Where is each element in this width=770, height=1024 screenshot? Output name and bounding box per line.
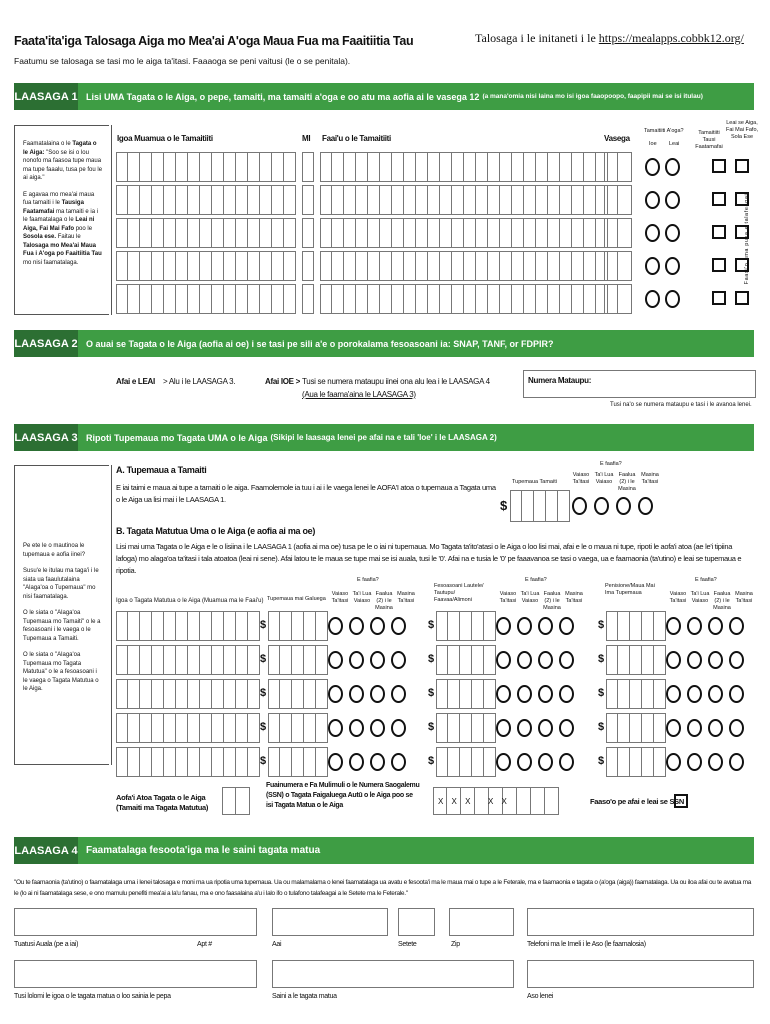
foster-checkbox[interactable]	[712, 291, 726, 305]
col-grade: Vasega	[604, 134, 630, 143]
ssn-x-mask2: X X	[488, 797, 507, 806]
step4-tag: LAASAGA 4	[14, 837, 78, 864]
apt-label: Apt #	[197, 941, 212, 948]
adult-income-dollar: $	[598, 619, 605, 631]
adult-income-dollar: $	[428, 619, 435, 631]
adult-freq-radio[interactable]	[496, 753, 511, 771]
step2-bar	[14, 330, 754, 357]
mi-input[interactable]	[302, 251, 314, 281]
adult-freq-radio[interactable]	[666, 753, 681, 771]
col-mi: MI	[302, 134, 311, 143]
step1-title: Lisi UMA Tagata o le Aiga, o pepe, tamaiti, ma tamaiti a'oga e oo atu ma aofia ai le vasega 12	[86, 91, 480, 102]
adult-freq-radio[interactable]	[517, 719, 532, 737]
col-student: Tamaitiiti A'oga?	[644, 128, 684, 134]
section-a-text: E iai taimi e maua ai tupe a tamaiti o le aiga. Faamolemole ia tuu i ai i le vaega lenei le AOFA'I atoa o tupemaua a Tagata uma o le Aiga ua lisi mai i le LAASAGA 1.	[116, 483, 496, 504]
first-name-input[interactable]	[116, 251, 296, 281]
adult-freq-radio[interactable]	[729, 617, 744, 635]
adult-freq-radio[interactable]	[328, 651, 343, 669]
step2-yes-action2: (Aua le faama'aina le LAASAGA 3)	[302, 390, 416, 399]
step2-title: O auai se Tagata o le Aiga (aofia ai oe) i se tasi pe sili a'e o porokalama fesoasoani ia: SNAP, TANF, or FDPIR?	[86, 338, 554, 349]
col-adult-name: Igoa o Tagata Matutua o le Aiga (Muamua ma le Faai'u)	[116, 598, 264, 604]
adult-freq-radio[interactable]	[349, 617, 364, 635]
adult-freq-radio[interactable]	[328, 753, 343, 771]
phone-email-field[interactable]	[527, 908, 754, 936]
step2-no-label: Afai e LEAI	[116, 377, 155, 386]
adult-freq-header: E faafia?	[525, 577, 547, 583]
adult-freq-label: Ta'i Lua Vaiaso	[352, 591, 372, 604]
adult-freq-radio[interactable]	[729, 753, 744, 771]
adult-freq-radio[interactable]	[517, 685, 532, 703]
col-homeless: Leai se Aiga, Fai Mai Fafo, Sola Ese	[725, 120, 759, 140]
grade-input[interactable]	[604, 185, 632, 215]
adult-income-input[interactable]	[606, 645, 666, 675]
col-last-name: Faai'u o le Tamaitiiti	[322, 134, 391, 143]
adult-income-input[interactable]	[268, 747, 328, 777]
adult-freq-radio[interactable]	[517, 617, 532, 635]
adult-income-dollar: $	[428, 653, 435, 665]
adult-freq-radio[interactable]	[496, 651, 511, 669]
adult-freq-radio[interactable]	[559, 617, 574, 635]
grade-input[interactable]	[604, 284, 632, 314]
adult-freq-radio[interactable]	[708, 685, 723, 703]
adult-freq-radio[interactable]	[559, 753, 574, 771]
adult-income-dollar: $	[260, 619, 267, 631]
signature-label: Saini a le tagata matua	[272, 993, 337, 1000]
grade-input[interactable]	[604, 251, 632, 281]
address-label: Tuatusi Auala (pe a iai)	[14, 941, 79, 948]
side-question: Pe ete le o mautinoa le tupemaua e aofia iinei?	[23, 543, 86, 558]
adult-income-input[interactable]	[436, 645, 496, 675]
date-label: Aso lenei	[527, 993, 554, 1000]
adult-freq-radio[interactable]	[517, 651, 532, 669]
phone-email-label: Telefoni ma le Imeli i le Aso (le faamalosia)	[527, 941, 646, 948]
adult-freq-radio[interactable]	[708, 617, 723, 635]
child-freq-radio[interactable]	[572, 497, 587, 515]
adult-name-input[interactable]	[116, 679, 260, 709]
adult-name-input[interactable]	[116, 645, 260, 675]
section-b-title: B. Tagata Matutua Uma o le Aiga (e aofia ai ma oe)	[116, 526, 316, 536]
child-freq-header: E faafia?	[600, 461, 622, 467]
student-no-radio[interactable]	[665, 290, 680, 308]
date-field[interactable]	[527, 960, 754, 988]
adult-income-input[interactable]	[606, 679, 666, 709]
adult-freq-header: E faafia?	[357, 577, 379, 583]
adult-freq-radio[interactable]	[687, 685, 702, 703]
adult-income-dollar: $	[260, 653, 267, 665]
child-freq-label: Ta'i Lua Vaiaso	[594, 472, 614, 485]
adult-freq-radio[interactable]	[496, 685, 511, 703]
step3-title-note: (Sikipi le laasaga lenei pe afai na e tali 'Ioe' i le LAASAGA 2)	[270, 433, 497, 442]
adult-freq-radio[interactable]	[328, 719, 343, 737]
adult-income-input[interactable]	[268, 645, 328, 675]
child-freq-label: Masina Ta'itasi	[641, 472, 659, 485]
adult-freq-radio[interactable]	[349, 719, 364, 737]
col-no: Leai	[669, 141, 680, 147]
foster-checkbox[interactable]	[712, 159, 726, 173]
adult-freq-label: Faalua (2) i le Masina	[713, 591, 731, 611]
adult-income-input[interactable]	[436, 679, 496, 709]
adult-income-dollar: $	[598, 653, 605, 665]
adult-freq-radio[interactable]	[349, 753, 364, 771]
no-ssn-label: Faaso'o pe afai e leai se SSN	[590, 797, 684, 806]
foster-checkbox[interactable]	[712, 192, 726, 206]
step2-tag: LAASAGA 2	[14, 330, 78, 357]
adult-income-input[interactable]	[606, 747, 666, 777]
adult-freq-radio[interactable]	[349, 685, 364, 703]
online-apply	[475, 31, 744, 46]
side-arrow-3	[96, 465, 112, 765]
section-b-text: Lisi mai uma Tagata o le Aiga e le o lisiina i le LAASAGA 1 (aofia ai ma oe) tusa pe le o iai ni tupemaua. Mo Tagata ta'ito'atasi o le Aiga o loo lisi mai, afai e le o maua ni tupe, ripoti le aofa'i atoa (ae le'i tipiina lafoga) mo alaga'oa ta'itasi i tala atoatoa (leai ni sene). Afai latou te le maua se tupe mai se isi auala, tusi le '0'. Afai na e tusia le '0' pe faaavanoa se tasi o vaega, ua e faamaonia (ta'utino) e leai se tupemaua e ripotia.	[116, 542, 742, 575]
online-url-link[interactable]: https://mealapps.cobbk12.org/	[598, 31, 744, 45]
adult-freq-radio[interactable]	[559, 651, 574, 669]
adult-freq-radio[interactable]	[349, 651, 364, 669]
city-field[interactable]	[272, 908, 388, 936]
step3-tag: LAASAGA 3	[14, 424, 78, 451]
adult-income-dollar: $	[428, 687, 435, 699]
adult-freq-radio[interactable]	[538, 685, 553, 703]
step3-title-wrap	[86, 424, 497, 451]
adult-income-input[interactable]	[268, 611, 328, 641]
col-foster: Tamaitiiti Tausi Faatamafai	[695, 130, 723, 150]
adult-freq-radio[interactable]	[328, 685, 343, 703]
child-freq-label: Faalua (2) i le Masina	[618, 472, 636, 492]
adult-income-input[interactable]	[606, 713, 666, 743]
adult-freq-radio[interactable]	[559, 719, 574, 737]
total-members-input[interactable]	[222, 787, 250, 815]
page-title: Faata'ita'iga Talosaga Aiga mo Mea'ai A'oga Maua Fua ma Faaitiitia Tau	[14, 34, 414, 48]
last-name-input[interactable]	[320, 152, 608, 182]
adult-freq-radio[interactable]	[729, 685, 744, 703]
adult-freq-label: Masina Ta'itasi	[565, 591, 583, 604]
child-income-input[interactable]	[510, 490, 570, 522]
student-yes-radio[interactable]	[645, 158, 660, 176]
adult-freq-radio[interactable]	[391, 617, 406, 635]
adult-freq-label: Ta'i Lua Vaiaso	[690, 591, 710, 604]
printed-name-label: Tusi lolomi le igoa o le tagata matua o loo sainia le pepa	[14, 993, 171, 1000]
mi-input[interactable]	[302, 218, 314, 248]
adult-freq-label: Ta'i Lua Vaiaso	[520, 591, 540, 604]
grade-input[interactable]	[604, 152, 632, 182]
adult-freq-radio[interactable]	[666, 719, 681, 737]
adult-freq-label: Masina Ta'itasi	[735, 591, 753, 604]
child-freq-radio[interactable]	[616, 497, 631, 515]
zip-label: Zip	[451, 941, 460, 948]
adult-income-dollar: $	[260, 721, 267, 733]
adult-freq-radio[interactable]	[687, 651, 702, 669]
adult-name-input[interactable]	[116, 747, 260, 777]
adult-freq-radio[interactable]	[538, 617, 553, 635]
student-no-radio[interactable]	[665, 224, 680, 242]
last-name-input[interactable]	[320, 251, 608, 281]
step1-title-note: (a mana'omia nisi laina mo isi igoa faaopoopo, faapipii mai se isi itulau)	[482, 93, 703, 100]
adult-freq-radio[interactable]	[370, 685, 385, 703]
adult-freq-radio[interactable]	[687, 753, 702, 771]
adult-freq-radio[interactable]	[328, 617, 343, 635]
ssn-label: Fuainumera e Fa Mulimuli o le Numera Saogalemu (SSN) o Tagata Faigaluega Autū o le Aiga poo se isi Tagata Matua o le Aiga	[266, 782, 420, 809]
ssn-x-mask: X X X	[438, 797, 471, 806]
online-prefix: Talosaga i le initaneti i le	[475, 31, 596, 45]
first-name-input[interactable]	[116, 185, 296, 215]
adult-income-dollar: $	[428, 721, 435, 733]
adult-income-input[interactable]	[268, 713, 328, 743]
address-field[interactable]	[14, 908, 257, 936]
step1-bar	[14, 83, 754, 110]
col-work-income: Tupemaua mai Galuega	[267, 596, 326, 602]
adult-income-input[interactable]	[268, 679, 328, 709]
first-name-input[interactable]	[116, 218, 296, 248]
adult-freq-label: Vaiaso Ta'itasi	[331, 591, 349, 604]
check-all-vertical: Faasi'o uma pusa e talafeagai	[744, 193, 750, 285]
adult-income-dollar: $	[260, 687, 267, 699]
adult-freq-radio[interactable]	[708, 719, 723, 737]
adult-freq-radio[interactable]	[708, 753, 723, 771]
step2-no-action: > Alu i le LAASAGA 3.	[163, 377, 236, 386]
side-p3: O le siata o "Alaga'oa Tupemaua mo Tagata Matutua" o le a fesoasoani i le vaega o Tagata Matutua o le Aiga.	[23, 652, 99, 692]
case-number-label: Numera Mataupu:	[528, 376, 592, 385]
foster-checkbox[interactable]	[712, 258, 726, 272]
adult-freq-label: Faalua (2) i le Masina	[375, 591, 393, 611]
mi-input[interactable]	[302, 284, 314, 314]
adult-income-input[interactable]	[436, 611, 496, 641]
adult-freq-radio[interactable]	[538, 719, 553, 737]
adult-freq-radio[interactable]	[538, 753, 553, 771]
step1-side-panel	[14, 125, 109, 315]
student-yes-radio[interactable]	[645, 224, 660, 242]
adult-freq-radio[interactable]	[729, 651, 744, 669]
adult-income-dollar: $	[598, 687, 605, 699]
col-first-name: Igoa Muamua o le Tamaitiiti	[117, 134, 213, 143]
col-yes: Ioe	[649, 141, 657, 147]
adult-freq-radio[interactable]	[687, 719, 702, 737]
state-label: Setete	[398, 941, 417, 948]
step3-side-panel	[14, 465, 109, 765]
foster-note: E agavaa mo mea'ai maua fua tamaiti i le Tausiga Faatamafai ma tamaiti e ia i le faamatalaga o le Leai ni Aiga, Fai Mai Fafo poo le Sosola ese. Faitau le Talosaga mo Mea'ai Maua Fua i A'oga po Faaitiitia Tau mo nisi faamatalaga.	[23, 191, 102, 266]
adult-freq-radio[interactable]	[687, 617, 702, 635]
step4-bar	[14, 837, 754, 864]
state-field[interactable]	[398, 908, 435, 936]
printed-name-field[interactable]	[14, 960, 257, 988]
student-yes-radio[interactable]	[645, 257, 660, 275]
col-pension: Penisione/Maua Mai Ima Tupemaua	[605, 583, 655, 596]
adult-freq-radio[interactable]	[559, 685, 574, 703]
adult-freq-label: Masina Ta'itasi	[397, 591, 415, 604]
adult-freq-radio[interactable]	[370, 617, 385, 635]
step3-title: Ripoti Tupemaua mo Tagata UMA o le Aiga	[86, 432, 268, 443]
child-freq-radio[interactable]	[638, 497, 653, 515]
header-instructions: Faatumu se talosaga se tasi mo le aiga ta'itasi. Faaaoga se peni vaitusi (le o se penitala).	[14, 56, 351, 66]
adult-income-dollar: $	[598, 755, 605, 767]
student-no-radio[interactable]	[665, 257, 680, 275]
zip-field[interactable]	[449, 908, 514, 936]
student-no-radio[interactable]	[665, 191, 680, 209]
adult-name-input[interactable]	[116, 713, 260, 743]
adult-freq-radio[interactable]	[708, 651, 723, 669]
mi-input[interactable]	[302, 185, 314, 215]
child-freq-radio[interactable]	[594, 497, 609, 515]
student-no-radio[interactable]	[665, 158, 680, 176]
adult-freq-radio[interactable]	[496, 617, 511, 635]
adult-freq-radio[interactable]	[391, 651, 406, 669]
adult-freq-radio[interactable]	[666, 651, 681, 669]
first-name-input[interactable]	[116, 152, 296, 182]
step2-yes-label: Afai IOE >	[265, 377, 301, 386]
adult-freq-radio[interactable]	[370, 753, 385, 771]
step3-bar	[14, 424, 754, 451]
child-income-label: Tupemaua Tamaiti	[512, 479, 557, 485]
step4-title: Faamatalaga fesoota'iga ma le saini tagata matua	[86, 845, 321, 856]
adult-income-input[interactable]	[436, 713, 496, 743]
adult-income-dollar: $	[260, 755, 267, 767]
case-number-field[interactable]	[523, 370, 756, 398]
student-yes-radio[interactable]	[645, 290, 660, 308]
section-a-title: A. Tupemaua a Tamaiti	[116, 465, 207, 475]
col-assist: Fesoasoani Lautele/ Tautupu/ Faavaa/Alimoni	[434, 583, 484, 603]
adult-freq-header: E faafia?	[695, 577, 717, 583]
side-p2: O le siata o "Alaga'oa Tupemaua mo Tamaiti" o le a fesoasoani i le vaega o le Tupemaua a Tamaiti.	[23, 610, 101, 642]
case-number-note: Tusi na'o se numera mataupu e tasi i le avanoa lenei.	[610, 402, 752, 408]
last-name-input[interactable]	[320, 218, 608, 248]
adult-freq-radio[interactable]	[370, 719, 385, 737]
adult-income-input[interactable]	[436, 747, 496, 777]
grade-input[interactable]	[604, 218, 632, 248]
adult-freq-radio[interactable]	[729, 719, 744, 737]
child-income-dollar: $	[500, 498, 508, 513]
last-name-input[interactable]	[320, 185, 608, 215]
adult-freq-radio[interactable]	[391, 719, 406, 737]
side-p1: Susu'e le itulau ma taga'i i le siata ua faaulutalaina "Alaga'oa o Tupemaua" mo nisi faamatalaga.	[23, 568, 99, 600]
last-name-input[interactable]	[320, 284, 608, 314]
signature-field[interactable]	[272, 960, 514, 988]
foster-checkbox[interactable]	[712, 225, 726, 239]
city-label: Aai	[272, 941, 282, 948]
adult-freq-radio[interactable]	[496, 719, 511, 737]
certification-statement: "Ou te faamaonia (ta'utino) o faamatalaga uma i lenei talosaga e moni ma ua ripotia uma tupemaua. Ua ou malamalama o lenei faamatalaga ua avatu e fesoota'i ma le maua mai o tupe a le Feterale, ma e faamaonia e tagata o (a'oga (aiga)) faamatalaga. Ua ou iloa afai ou te avatua ma le (lo ai ni faamatalaga sese, e ono mamulu penefiti mea'ai a la'u fanau, ma e ono faasalaina a'u i lalo ifo o tulafono talafeagai a le Setete ma le Feterale."	[14, 879, 752, 897]
student-yes-radio[interactable]	[645, 191, 660, 209]
adult-freq-radio[interactable]	[370, 651, 385, 669]
adult-freq-radio[interactable]	[391, 753, 406, 771]
no-ssn-checkbox[interactable]	[674, 794, 688, 808]
adult-freq-label: Vaiaso Ta'itasi	[499, 591, 517, 604]
adult-income-input[interactable]	[606, 611, 666, 641]
adult-freq-radio[interactable]	[666, 685, 681, 703]
adult-income-dollar: $	[428, 755, 435, 767]
adult-freq-label: Faalua (2) i le Masina	[543, 591, 561, 611]
adult-freq-label: Vaiaso Ta'itasi	[669, 591, 687, 604]
child-freq-label: Vaiaso Ta'itasi	[572, 472, 590, 485]
step1-title-wrap	[86, 83, 703, 110]
side-arrow	[96, 125, 112, 315]
adult-name-input[interactable]	[116, 611, 260, 641]
step2-yes-action: Tusi se numera mataupu iinei ona alu lea i le LAASAGA 4	[302, 377, 490, 386]
first-name-input[interactable]	[116, 284, 296, 314]
household-definition: Faamatalaina o le Tagata o le Aiga: "Soo se isi o lou nonofo ma faasoa tupe maua ma tupe faaalu, tusa pe fou le ai aiga."	[23, 141, 103, 181]
step1-tag: LAASAGA 1	[14, 83, 78, 110]
adult-income-dollar: $	[598, 721, 605, 733]
adult-freq-radio[interactable]	[666, 617, 681, 635]
adult-freq-radio[interactable]	[391, 685, 406, 703]
adult-freq-radio[interactable]	[517, 753, 532, 771]
total-members-label: Aofa'i Atoa Tagata o le Aiga (Tamaiti ma Tagata Matutua)	[116, 793, 209, 812]
adult-freq-radio[interactable]	[538, 651, 553, 669]
mi-input[interactable]	[302, 152, 314, 182]
